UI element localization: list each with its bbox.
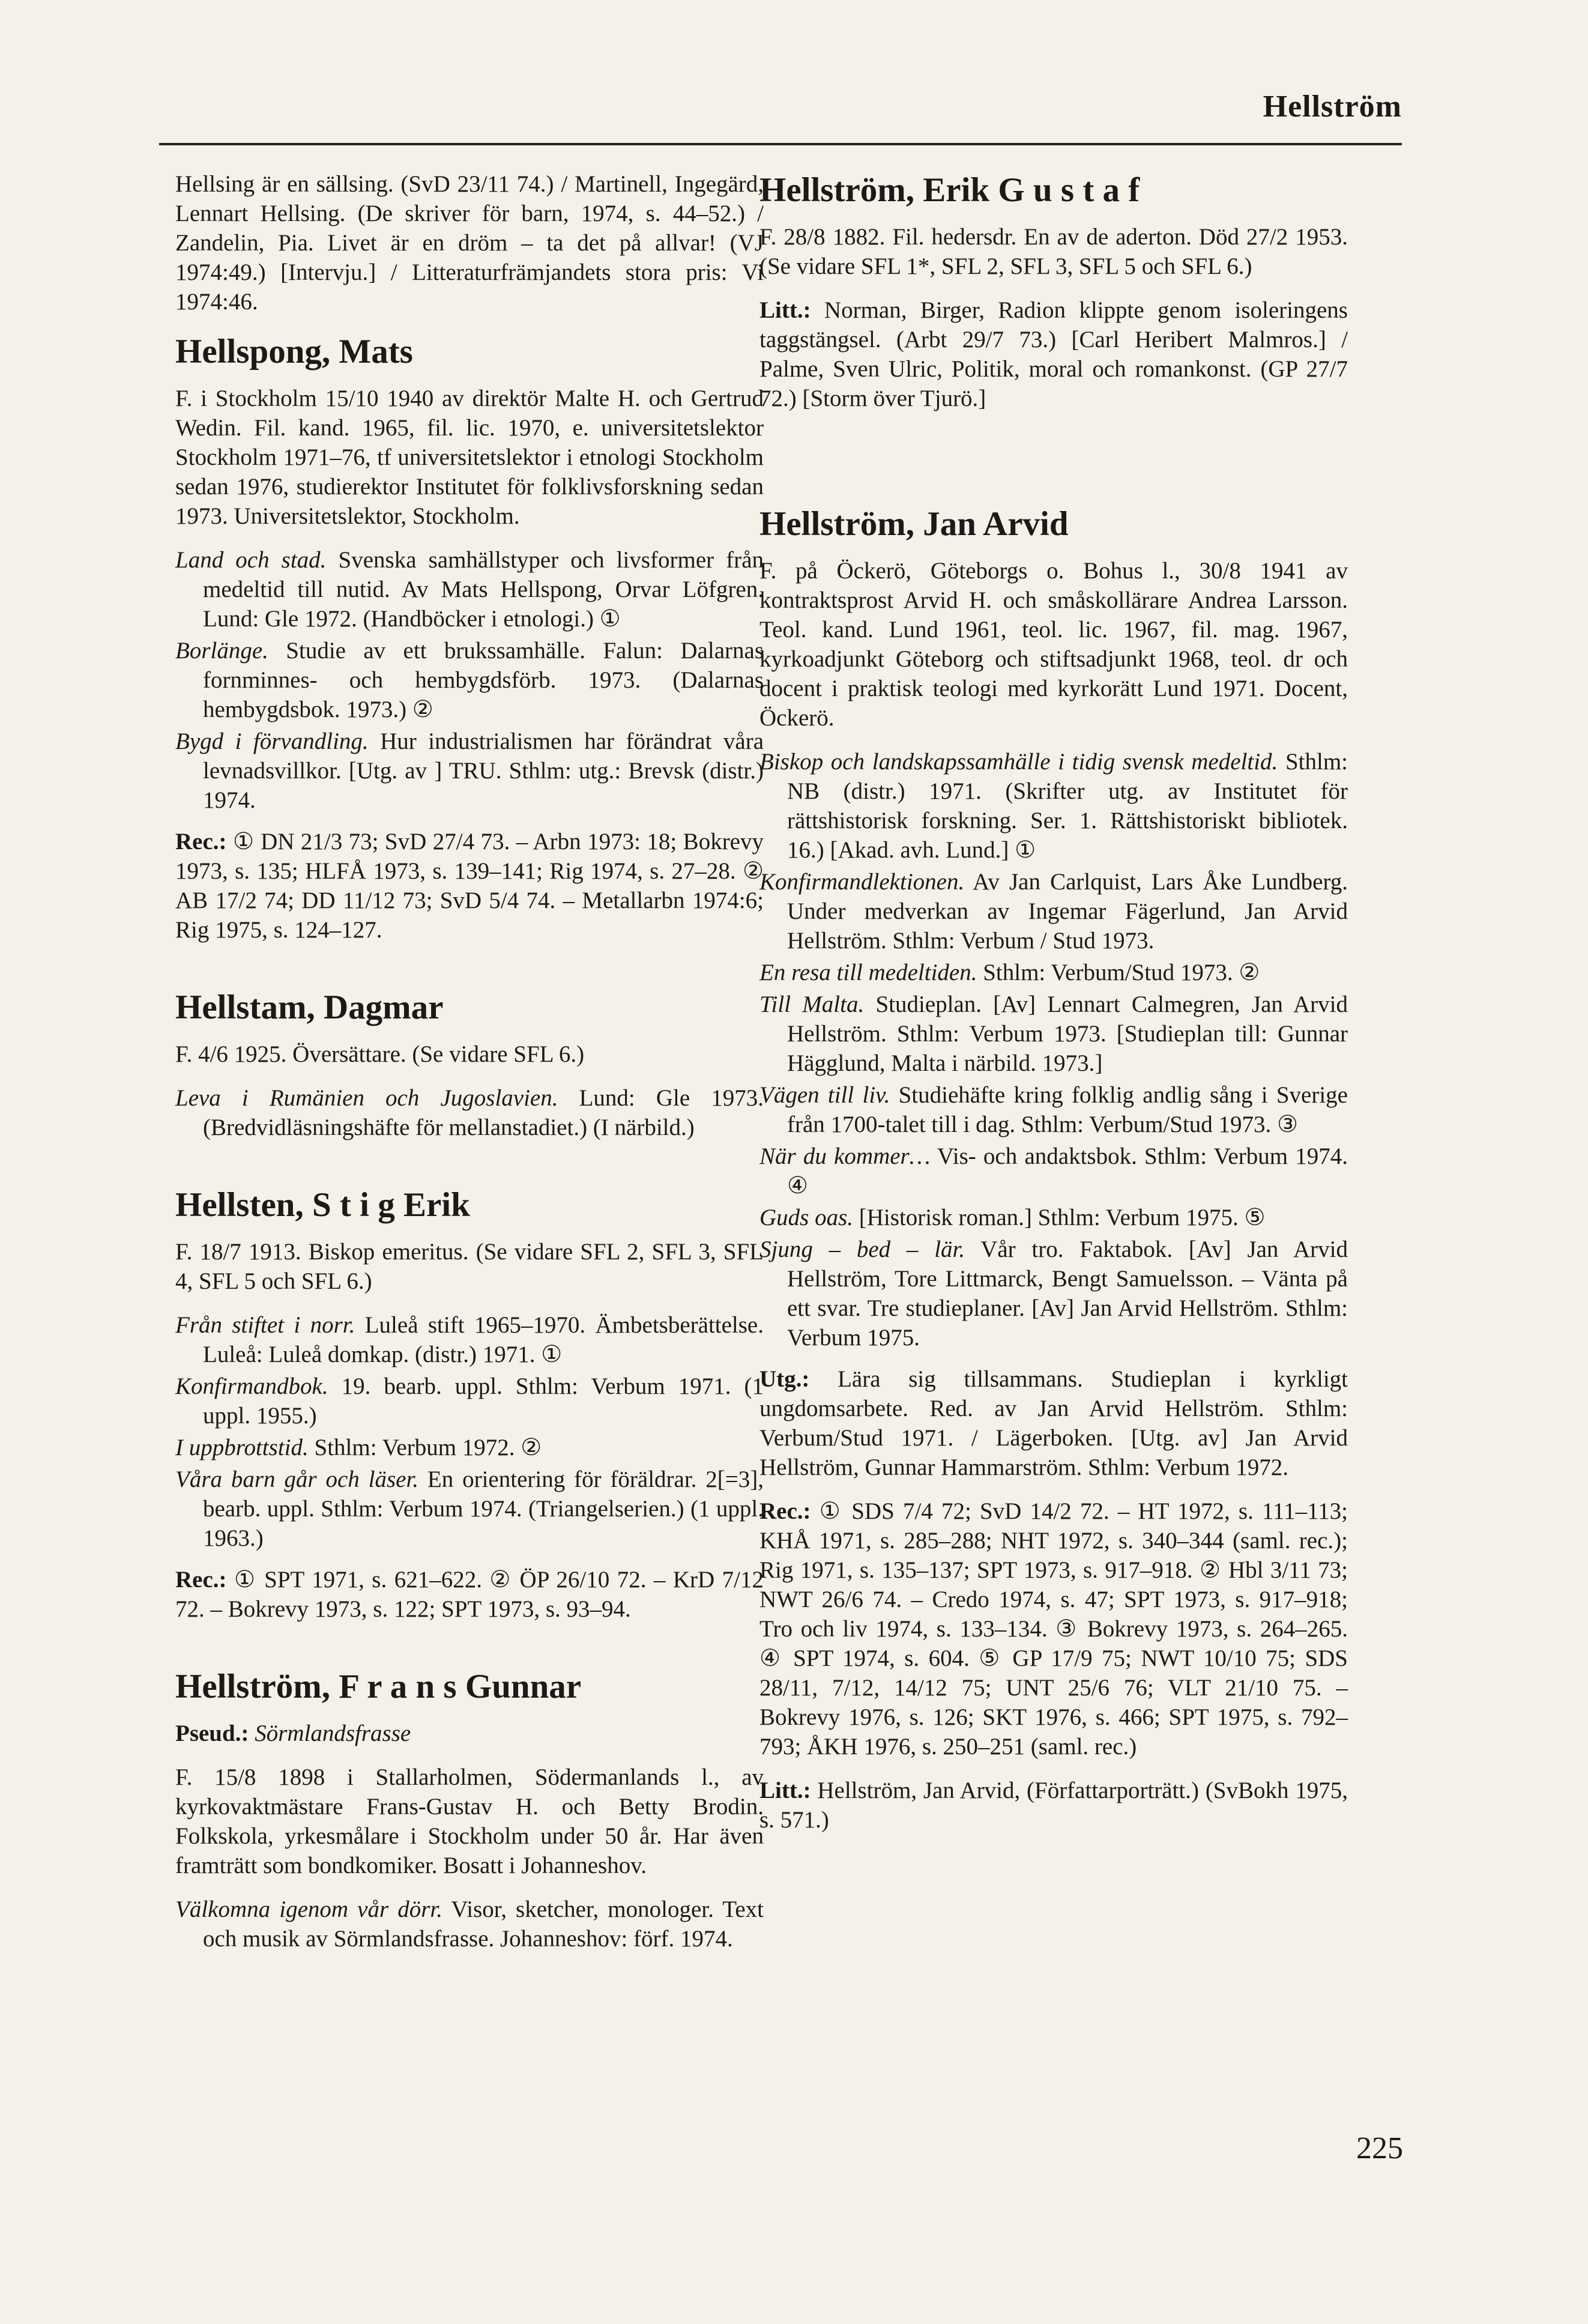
work-item	[759, 990, 1348, 1078]
work-title: Från stiftet i norr.	[175, 1312, 355, 1338]
literature-text: Norman, Birger, Radion klippte genom isoleringens taggstängsel. (Arbt 29/7 73.) [Carl Heribert Malmros.] / Palme, Sven Ulric, Politik, moral och romankonst. (GP 27/7 72.) [Storm över Tjurö.]	[759, 297, 1348, 411]
work-item	[175, 1433, 764, 1462]
entry-hellstrom-jan	[759, 503, 1348, 1835]
work-item	[759, 1080, 1348, 1139]
work-title: Guds oas.	[759, 1205, 854, 1230]
edited-text: Lära sig tillsammans. Studieplan i kyrkligt ungdomsarbete. Red. av Jan Arvid Hellström. Sthlm: Verbum/Stud 1971. / Lägerboken. [Utg. av] Jan Arvid Hellström, Gunnar Hammarström. Sthlm: Verbum 1972.	[759, 1366, 1348, 1480]
work-details: Sthlm: NB (distr.) 1971. (Skrifter utg. av Institutet för rättshistorisk forskning. Ser. 1. Rättshistoriskt bibliotek. 16.) [Akad. avh. Lund.] ①	[787, 749, 1348, 863]
work-details: Visor, sketcher, monologer. Text och musik av Sörmlandsfrasse. Johanneshov: förf. 1974.	[203, 1896, 764, 1952]
work-item	[175, 636, 764, 724]
work-title: Våra barn går och läser.	[175, 1466, 419, 1492]
page-number: 225	[1356, 2131, 1403, 2165]
right-column	[759, 169, 1348, 1877]
work-details: Studie av ett brukssamhälle. Falun: Dalarnas fornminnes- och hembygdsförb. 1973. (Dalarnas hembygdsbok. 1973.) ②	[203, 638, 764, 722]
work-title: Bygd i förvandling.	[175, 728, 369, 754]
work-details: Av Jan Carlquist, Lars Åke Lundberg. Under medverkan av Ingemar Fägerlund, Jan Arvid Hellström. Sthlm: Verbum / Stud 1973.	[787, 869, 1348, 954]
work-title: Konfirmandlektionen.	[759, 869, 965, 895]
work-item	[759, 958, 1348, 987]
entry-hellstrom-erik	[759, 169, 1348, 413]
entry-heading: Hellström, Erik G u s t a f	[759, 171, 1140, 209]
work-details: Studiehäfte kring folklig andlig sång i Sverige från 1700-talet till i dag. Sthlm: Verbum/Stud 1973. ③	[787, 1082, 1348, 1137]
work-title: Biskop och landskapssamhälle i tidig svensk medeltid.	[759, 749, 1278, 775]
work-title: Land och stad.	[175, 547, 327, 573]
work-details: Sthlm: Verbum 1972. ②	[308, 1435, 542, 1460]
pseudonym-label: Pseud.:	[175, 1720, 249, 1746]
entry-heading: Hellsten, S t i g Erik	[175, 1186, 470, 1224]
work-title: En resa till medeltiden.	[759, 960, 977, 985]
entry-bio: F. 28/8 1882. Fil. hedersdr. En av de aderton. Död 27/2 1953. (Se vidare SFL 1*, SFL 2, SFL 3, SFL 5 och SFL 6.)	[759, 224, 1348, 279]
work-title: Konfirmandbok.	[175, 1373, 328, 1399]
running-head: Hellström	[1263, 89, 1402, 124]
entry-hellstam	[175, 987, 764, 1142]
reviews-label: Rec.:	[175, 829, 227, 855]
work-item	[175, 1083, 764, 1142]
literature-label: Litt.:	[759, 1778, 811, 1803]
work-details: Svenska samhällstyper och livsformer från medeltid till nutid. Av Mats Hellspong, Orvar Löfgren. Lund: Gle 1972. (Handböcker i etnologi.) ①	[203, 547, 764, 632]
entry-hellsten	[175, 1184, 764, 1624]
entry-heading: Hellström, F r a n s Gunnar	[175, 1668, 582, 1705]
entry-bio: F. i Stockholm 15/10 1940 av direktör Malte H. och Gertrud Wedin. Fil. kand. 1965, fil. lic. 1970, e. universitetslektor Stockholm 1971–76, tf universitetslektor i etnologi Stockholm sedan 1976, studierektor Institutet för folklivsforskning sedan 1973. Universitetslektor, Stockholm.	[175, 386, 764, 529]
work-item	[175, 727, 764, 815]
work-details: Sthlm: Verbum/Stud 1973. ②	[977, 960, 1260, 985]
work-details: Vis- och andaktsbok. Sthlm: Verbum 1974. ④	[787, 1143, 1348, 1199]
reviews-text: ① SPT 1971, s. 621–622. ② ÖP 26/10 72. – KrD 7/12 72. – Bokrevy 1973, s. 122; SPT 1973, s. 93–94.	[175, 1567, 764, 1622]
work-item	[175, 1465, 764, 1553]
work-title: Borlänge.	[175, 638, 268, 664]
entry-bio: F. på Öckerö, Göteborgs o. Bohus l., 30/8 1941 av kontraktsprost Arvid H. och småskollärare Andrea Larsson. Teol. kand. Lund 1961, teol. lic. 1967, fil. mag. 1967, kyrkoadjunkt Göteborg och stiftsadjunkt 1968, teol. dr och docent i praktisk teologi med kyrkorätt Lund 1971. Docent, Öckerö.	[759, 558, 1348, 731]
entry-hellspong	[175, 331, 764, 945]
entry-heading: Hellstam, Dagmar	[175, 988, 444, 1026]
work-title: I uppbrottstid.	[175, 1435, 309, 1460]
header-rule	[159, 143, 1402, 145]
work-title: När du kommer…	[759, 1143, 931, 1169]
pseudonym-value: Sörmlandsfrasse	[249, 1720, 411, 1746]
reviews-label: Rec.:	[759, 1498, 811, 1524]
literature-text: Hellström, Jan Arvid, (Författarporträtt.) (SvBokh 1975, s. 571.)	[759, 1778, 1348, 1833]
work-title: Sjung – bed – lär.	[759, 1236, 965, 1262]
work-item	[175, 1372, 764, 1430]
entry-heading: Hellspong, Mats	[175, 333, 413, 371]
work-item	[175, 1895, 764, 1953]
reviews-text: ① SDS 7/4 72; SvD 14/2 72. – HT 1972, s. 111–113; KHÅ 1971, s. 285–288; NHT 1972, s. 340–344 (saml. rec.); Rig 1971, s. 135–137; SPT 1973, s. 917–918. ② Hbl 3/11 73; NWT 26/6 74. – Credo 1974, s. 47; SPT 1973, s. 917–918; Tro och liv 1974, s. 133–134. ③ Bokrevy 1973, s. 264–265. ④ SPT 1974, s. 604. ⑤ GP 17/9 75; NWT 10/10 75; SDS 28/11, 7/12, 14/12 75; UNT 25/6 76; VLT 21/10 75. – Bokrevy 1976, s. 126; SKT 1976, s. 466; SPT 1975, s. 792–793; ÅKH 1976, s. 250–251 (saml. rec.)	[759, 1498, 1348, 1760]
work-title: Välkomna igenom vår dörr.	[175, 1896, 443, 1922]
work-item	[759, 867, 1348, 955]
work-item	[175, 545, 764, 634]
work-item	[759, 747, 1348, 865]
edited-label: Utg.:	[759, 1366, 810, 1392]
entry-heading: Hellström, Jan Arvid	[759, 505, 1069, 543]
literature-label: Litt.:	[759, 297, 811, 323]
work-item	[759, 1142, 1348, 1200]
literature	[759, 1776, 1348, 1835]
work-title: Vägen till liv.	[759, 1082, 890, 1108]
reviews	[175, 827, 764, 945]
literature	[759, 295, 1348, 413]
work-title: Till Malta.	[759, 991, 865, 1017]
work-title: Leva i Rumänien och Jugoslavien.	[175, 1085, 558, 1111]
left-column	[175, 169, 764, 1996]
entry-hellstrom-frans	[175, 1666, 764, 1953]
work-details: Luleå stift 1965–1970. Ämbetsberättelse. Luleå: Luleå domkap. (distr.) 1971. ①	[203, 1312, 764, 1367]
work-details: Hur industrialismen har förändrat våra levnadsvillkor. [Utg. av ] TRU. Sthlm: utg.: Brevsk (distr.) 1974.	[203, 728, 764, 813]
reviews	[175, 1565, 764, 1624]
work-details: Studieplan. [Av] Lennart Calmegren, Jan Arvid Hellström. Sthlm: Verbum 1973. [Studieplan till: Gunnar Hägglund, Malta i närbild. 1973.]	[787, 991, 1348, 1076]
reviews-label: Rec.:	[175, 1567, 227, 1593]
reviews	[759, 1496, 1348, 1761]
work-details: Vår tro. Faktabok. [Av] Jan Arvid Hellström, Tore Littmarck, Bengt Samuelsson. – Vänta på ett svar. Tre studieplaner. [Av] Jan Arvid Hellström. Sthlm: Verbum 1975.	[787, 1236, 1348, 1351]
work-item	[759, 1235, 1348, 1352]
pseudonym	[175, 1719, 764, 1748]
work-details: [Historisk roman.] Sthlm: Verbum 1975. ⑤	[853, 1205, 1266, 1230]
continued-entry-text: Hellsing är en sällsing. (SvD 23/11 74.) / Martinell, Ingegärd, Lennart Hellsing. (De skriver för barn, 1974, s. 44–52.) / Zandelin, Pia. Livet är en dröm – ta det på allvar! (VJ 1974:49.) [Intervju.] / Litteraturfrämjandets stora pris: Vi 1974:46.	[175, 171, 764, 315]
edited-works	[759, 1364, 1348, 1482]
entry-bio: F. 15/8 1898 i Stallarholmen, Södermanlands l., av kyrkovaktmästare Frans-Gustav H. och Betty Brodin. Folkskola, yrkesmålare i Stockholm under 50 år. Har även framträtt som bondkomiker. Bosatt i Johanneshov.	[175, 1764, 764, 1878]
work-details: Lund: Gle 1973. (Bredvidläsningshäfte för mellanstadiet.) (I närbild.)	[203, 1085, 764, 1140]
entry-bio: F. 4/6 1925. Översättare. (Se vidare SFL 6.)	[175, 1041, 585, 1067]
work-details: En orientering för föräldrar. 2[=3], bearb. uppl. Sthlm: Verbum 1974. (Triangelserien.) (1 uppl. 1963.)	[203, 1466, 764, 1551]
work-item	[759, 1203, 1348, 1232]
work-item	[175, 1310, 764, 1369]
entry-bio: F. 18/7 1913. Biskop emeritus. (Se vidare SFL 2, SFL 3, SFL 4, SFL 5 och SFL 6.)	[175, 1239, 764, 1294]
work-details: 19. bearb. uppl. Sthlm: Verbum 1971. (1 uppl. 1955.)	[203, 1373, 764, 1429]
reviews-text: ① DN 21/3 73; SvD 27/4 73. – Arbn 1973: 18; Bokrevy 1973, s. 135; HLFÅ 1973, s. 139–141; Rig 1974, s. 27–28. ② AB 17/2 74; DD 11/12 73; SvD 5/4 74. – Metallarbn 1974:6; Rig 1975, s. 124–127.	[175, 829, 764, 943]
